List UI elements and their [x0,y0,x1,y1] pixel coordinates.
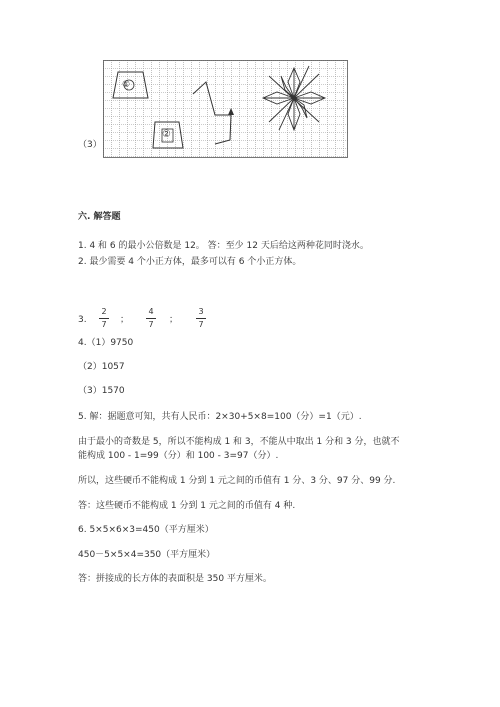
fraction-1 [99,308,109,329]
answer-6-line-1: 6. 5×5×6×3=450（平方厘米） [78,525,214,535]
fraction-2-num: 4 [148,307,154,316]
fraction-1-num: 2 [101,307,107,316]
answer-4-part-3: （3）1570 [78,386,125,396]
answer-5-line-5: 答：这些硬币不能构成 1 分到 1 元之间的币值有 4 种. [78,501,296,511]
question-3-label: （3） [78,140,102,150]
answer-6-line-2: 450－5×5×4=350（平方厘米） [78,550,216,560]
fraction-2-den: 7 [148,320,154,329]
answer-5-line-2: 由于最小的奇数是 5，所以不能构成 1 和 3，不能从中取出 1 分和 3 分，也就不 [78,437,400,447]
fraction-separator-2: ； [169,315,179,325]
answer-3-prefix: 3. [78,315,87,325]
grid-drawing [103,60,348,158]
section-title: 六. 解答题 [78,212,121,222]
shape-1-label: ① [122,80,131,90]
answer-4-part-2: （2）1057 [78,362,125,372]
answer-2: 2. 最少需要 4 个小正方体，最多可以有 6 个小正方体。 [78,257,302,267]
answer-4-part-1: 4.（1）9750 [78,338,134,348]
fraction-2 [146,308,156,329]
answer-1: 1. 4 和 6 的最小公倍数是 12。 答：至少 12 天后给这两种花同时浇水。 [78,241,369,251]
grid-figure [103,60,348,158]
fraction-1-den: 7 [101,320,107,329]
fraction-separator-1: ； [120,315,130,325]
answer-5-line-1: 5. 解：据题意可知，共有人民币：2×30+5×8=100（分）=1（元）. [78,412,362,422]
shape-2-label: ② [162,129,171,140]
fraction-3-den: 7 [198,320,204,329]
grid-background [103,60,348,158]
answer-5-line-3: 能构成 100 - 1=99（分）和 100 - 3=97（分）. [78,451,279,461]
answer-5-line-4: 所以，这些硬币不能构成 1 分到 1 元之间的币值有 1 分、3 分、97 分、99 分. [78,476,396,486]
answer-6-line-3: 答：拼接成的长方体的表面积是 350 平方厘米。 [78,574,272,584]
fraction-3 [196,308,206,329]
fraction-3-num: 3 [198,307,204,316]
